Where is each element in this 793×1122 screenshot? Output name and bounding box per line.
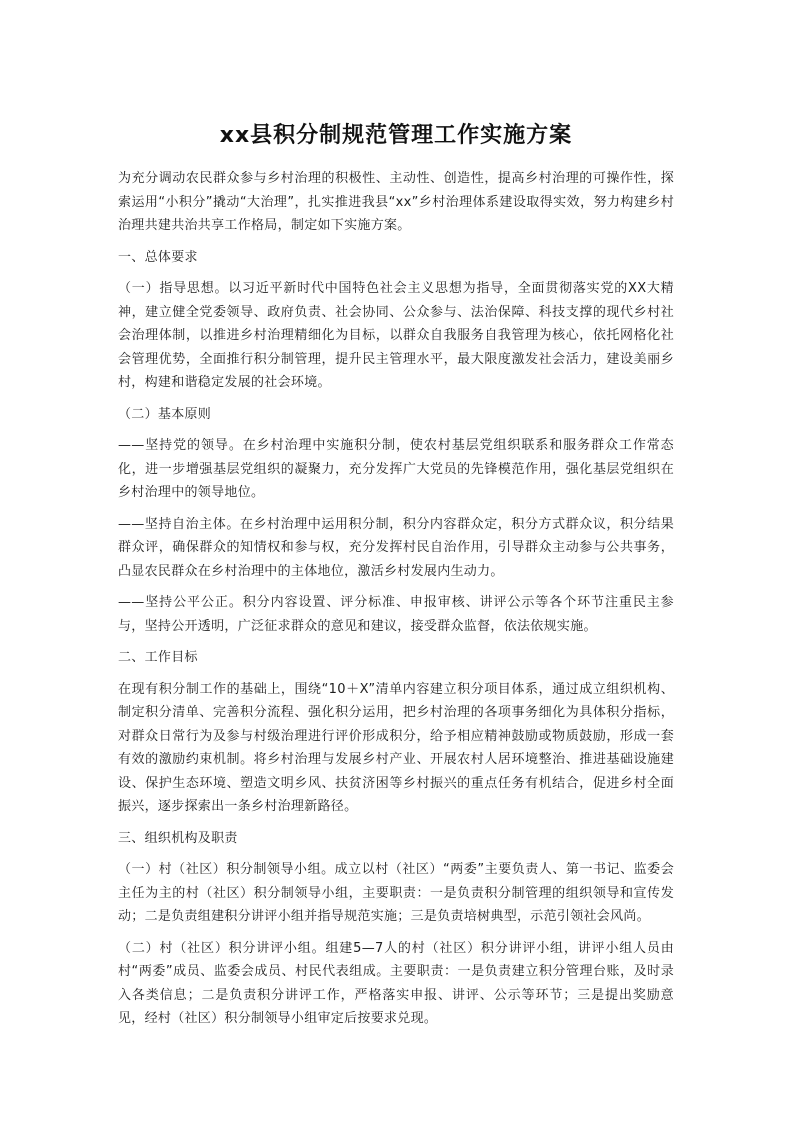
guiding-ideology-paragraph: （一）指导思想。以习近平新时代中国特色社会主义思想为指导，全面贯彻落实党的XX大精神，建立健全党委领导、政府负责、社会协同、公众参与、法治保障、科技支撑的现代乡村社会治理体制，以推进乡村治理精细化为目标，以群众自我服务自我管理为核心，依托网格化社会管理优势，全面推行积分制管理，提升民主管理水平，最大限度激发社会活力，建设美丽乡村，构建和谐稳定发展的社会环境。 bbox=[118, 281, 674, 390]
section-heading-organization: 三、组织机构及职责 bbox=[118, 830, 238, 846]
intro-paragraph: 为充分调动农民群众参与乡村治理的积极性、主动性、创造性，提高乡村治理的可操作性，探索运用“小积分”撬动“大治理”，扎实推进我县“xx”乡村治理体系建设取得实效，努力构建乡村治理共建共治共享工作格局，制定如下实施方案。 bbox=[118, 171, 674, 233]
principle-party-leadership-paragraph: ——坚持党的领导。在乡村治理中实施积分制，使农村基层党组织联系和服务群众工作常态化，进一步增强基层党组织的凝聚力，充分发挥广大党员的先锋模范作用，强化基层党组织在乡村治理中的领导地位。 bbox=[118, 438, 674, 500]
document-content bbox=[118, 167, 674, 1031]
document-body bbox=[118, 118, 674, 1039]
leading-group-paragraph: （一）村（社区）积分制领导小组。成立以村（社区）“两委”主要负责人、第一书记、监委会主任为主的村（社区）积分制领导小组，主要职责：一是负责积分制管理的组织领导和宣传发动；二是负责组建积分讲评小组并指导规范实施；三是负责培树典型，示范引领社会风尚。 bbox=[118, 862, 674, 924]
section-heading-work-goals: 二、工作目标 bbox=[118, 650, 198, 665]
work-goals-paragraph: 在现有积分制工作的基础上，围绕“10＋X”清单内容建立积分项目体系，通过成立组织机构、制定积分清单、完善积分流程、强化积分运用，把乡村治理的各项事务细化为具体积分指标，对群众日常行为及参与村级治理进行评价形成积分，给予相应精神鼓励或物质鼓励，形成一套有效的激励约束机制。将乡村治理与发展乡村产业、开展农村人居环境整治、推进基础设施建设、保护生态环境、塑造文明乡风、扶贫济困等乡村振兴的重点任务有机结合，促进乡村全面振兴，逐步探索出一条乡村治理新路径。 bbox=[118, 681, 674, 814]
principle-self-governance-paragraph: ——坚持自治主体。在乡村治理中运用积分制，积分内容群众定，积分方式群众议，积分结果群众评，确保群众的知情权和参与权，充分发挥村民自治作用，引导群众主动参与公共事务，凸显农民群众在乡村治理中的主体地位，激活乡村发展内生动力。 bbox=[118, 516, 674, 579]
section-heading-general-requirements: 一、总体要求 bbox=[118, 249, 198, 265]
principle-fairness-paragraph: ——坚持公平公正。积分内容设置、评分标准、申报审核、讲评公示等各个环节注重民主参与，坚持公开透明，广泛征求群众的意见和建议，接受群众监督，依法依规实施。 bbox=[118, 595, 674, 634]
review-group-paragraph: （二）村（社区）积分讲评小组。组建5—7人的村（社区）积分讲评小组，讲评小组人员由村“两委”成员、监委会成员、村民代表组成。主要职责：一是负责建立积分管理台账，及时录入各类信息；二是负责积分讲评工作，严格落实申报、讲评、公示等环节；三是提出奖励意见，经村（社区）积分制领导小组审定后按要求兑现。 bbox=[118, 940, 674, 1026]
document-title: xx县积分制规范管理工作实施方案 bbox=[219, 123, 573, 148]
basic-principles-subheading: （二）基本原则 bbox=[118, 406, 212, 422]
